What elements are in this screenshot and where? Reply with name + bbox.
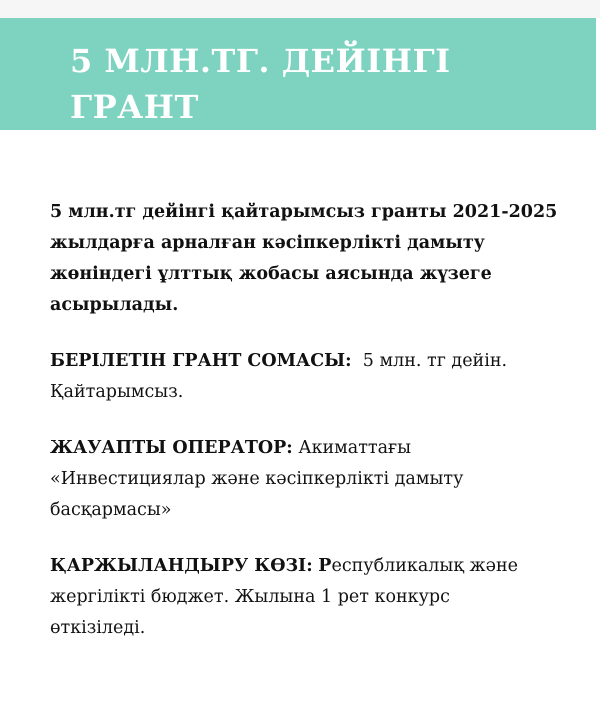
- content: [50, 197, 580, 669]
- grant-amount-value-line2: Қайтарымсыз.: [50, 382, 184, 402]
- operator-value-line3: басқармасы»: [50, 500, 172, 520]
- funding-value-line1: еспубликалық және: [331, 556, 518, 576]
- funding-label: ҚАРЖЫЛАНДЫРУ КӨЗІ:: [50, 556, 313, 576]
- funding-paragraph: [50, 551, 580, 644]
- funding-value-line2: жергілікті бюджет. Жылына 1 рет конкурс: [50, 587, 450, 607]
- top-strip: [0, 0, 600, 18]
- operator-paragraph: [50, 433, 580, 526]
- intro-paragraph: [50, 197, 580, 321]
- operator-label: ЖАУАПТЫ ОПЕРАТОР:: [50, 438, 293, 458]
- intro-line1: 5 млн.тг дейінгі қайтарымсыз гранты 2021-2025: [50, 202, 558, 222]
- grant-amount-paragraph: [50, 346, 580, 408]
- operator-value-line1: Акиматтағы: [298, 438, 412, 458]
- grant-amount-value-line1: 5 млн. тг дейін.: [362, 351, 508, 371]
- intro-line2: жылдарға арналған кәсіпкерлікті дамыту: [50, 233, 485, 253]
- funding-value-line3: өткізіледі.: [50, 618, 146, 638]
- funding-value-first-letter: Р: [318, 556, 332, 576]
- grant-amount-label: БЕРІЛЕТІН ГРАНТ СОМАСЫ:: [50, 351, 352, 371]
- banner-title-line1: 5 МЛН.ТГ. ДЕЙІНГІ ГРАНТ: [70, 42, 451, 126]
- banner-title-line2: АЛУ ЖОЛДАРЫ: [70, 134, 383, 172]
- operator-value-line2: «Инвестициялар және кәсіпкерлікті дамыту: [50, 469, 464, 489]
- intro-line4: асырылады.: [50, 295, 179, 315]
- banner-title: [70, 38, 580, 176]
- intro-line3: жөніндегі ұлттық жобасы аясында жүзеге: [50, 264, 492, 284]
- title-banner: [0, 18, 596, 172]
